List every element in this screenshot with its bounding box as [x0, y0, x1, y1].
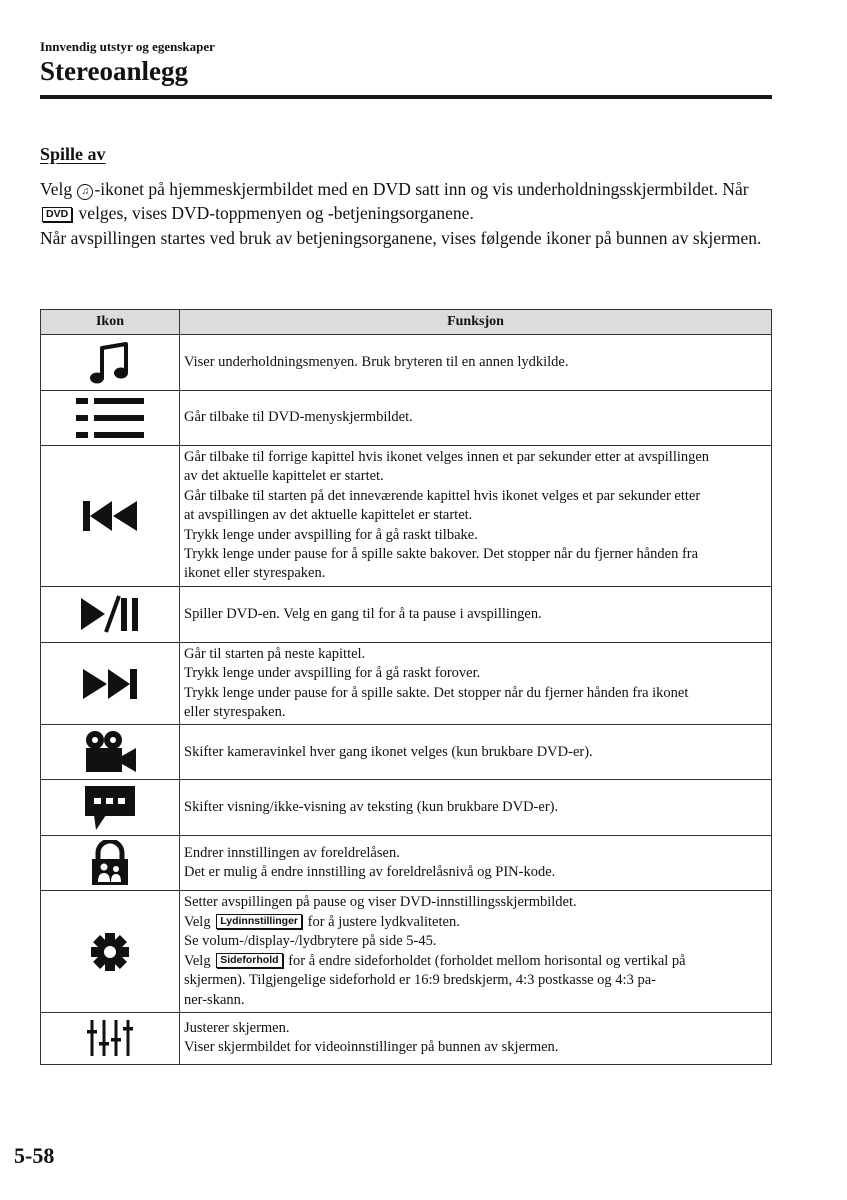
- function-line: at avspillingen av det aktuelle kapittelet er startet.: [184, 507, 473, 524]
- equalizer-sliders-icon: [87, 1018, 133, 1058]
- intro-text-part: velges, vises DVD-toppmenyen og -betjeningsorganene.: [74, 203, 474, 224]
- page-number: 5-58: [14, 1143, 55, 1168]
- function-text: [180, 642, 772, 725]
- table-header-row: [41, 310, 772, 335]
- intro-paragraph-1: [40, 177, 780, 226]
- function-line: Se volum-/display-/lydbrytere på side 5-45.: [184, 933, 437, 950]
- table-row: [41, 891, 772, 1012]
- settings-gear-icon: [90, 932, 130, 972]
- table-row: [41, 586, 772, 642]
- icon-cell: [41, 725, 180, 780]
- skip-back-icon: [82, 500, 138, 532]
- function-line: eller styrespaken.: [184, 704, 286, 721]
- play-pause-icon: [79, 594, 141, 634]
- text-part: for å justere lydkvaliteten.: [304, 913, 460, 930]
- function-text: [180, 780, 772, 836]
- function-line: [184, 952, 767, 971]
- icon-cell: [41, 891, 180, 1012]
- function-line: Trykk lenge under pause for å spille sakte bakover. Det stopper når du fjerner hånden fra: [184, 546, 699, 563]
- function-line: Skifter kameravinkel hver gang ikonet velges (kun brukbare DVD-er).: [184, 743, 593, 760]
- column-header-icon: Ikon: [41, 310, 180, 335]
- function-text: [180, 1012, 772, 1064]
- skip-forward-icon: [82, 668, 138, 700]
- function-line: ner-skann.: [184, 991, 245, 1008]
- function-line: skjermen). Tilgjengelige sideforhold er 16:9 bredskjerm, 4:3 postkasse og 4:3 pa-: [184, 972, 656, 989]
- intro-text-part: Velg: [40, 179, 77, 199]
- function-line: Det er mulig å endre innstilling av foreldrelåsnivå og PIN-kode.: [184, 864, 556, 881]
- table-row: [41, 836, 772, 891]
- section-heading: Spille av: [40, 144, 106, 164]
- intro-text: [40, 177, 780, 250]
- function-line: Går til starten på neste kapittel.: [184, 645, 366, 662]
- function-text: [180, 891, 772, 1012]
- aspect-ratio-button-label: Sideforhold: [216, 953, 282, 968]
- function-line: Setter avspillingen på pause og viser DVD-innstillingsskjermbildet.: [184, 894, 577, 911]
- music-note-icon: [88, 340, 132, 386]
- dvd-button-label: DVD: [42, 207, 72, 222]
- function-text: [180, 446, 772, 587]
- function-line: Trykk lenge under avspilling for å gå raskt forover.: [184, 665, 481, 682]
- function-text: [180, 836, 772, 891]
- function-line: Spiller DVD-en. Velg en gang til for å ta pause i avspillingen.: [184, 605, 542, 622]
- function-table: [40, 309, 772, 1065]
- function-line: Går tilbake til starten på det inneværende kapittel hvis ikonet velges et par sekunder etter: [184, 487, 701, 504]
- function-line: Går tilbake til DVD-menyskjermbildet.: [184, 409, 413, 426]
- table-row: [41, 446, 772, 587]
- function-text: [180, 725, 772, 780]
- column-header-function: Funksjon: [180, 310, 772, 335]
- function-line: Viser underholdningsmenyen. Bruk bryteren til en annen lydkilde.: [184, 353, 569, 370]
- icon-cell: [41, 836, 180, 891]
- table-row: [41, 642, 772, 725]
- function-text: [180, 391, 772, 446]
- breadcrumb: Innvendig utstyr og egenskaper: [40, 39, 215, 54]
- icon-cell: [41, 1012, 180, 1064]
- camera-angle-icon: [83, 730, 137, 774]
- intro-paragraph-2: Når avspillingen startes ved bruk av betjeningsorganene, vises følgende ikoner på bunnen av skjermen.: [40, 227, 762, 248]
- subtitle-icon: [84, 785, 136, 831]
- table-row: [41, 725, 772, 780]
- text-part: Velg: [184, 952, 215, 969]
- function-line: Trykk lenge under pause for å spille sakte. Det stopper når du fjerner hånden fra ikonet: [184, 684, 689, 701]
- text-part: Velg: [184, 913, 215, 930]
- page-title: Stereoanlegg: [40, 56, 188, 86]
- title-divider: [40, 95, 772, 99]
- table-row: [41, 1012, 772, 1064]
- function-line: Viser skjermbildet for videoinnstillinger på bunnen av skjermen.: [184, 1039, 559, 1056]
- icon-cell: [41, 780, 180, 836]
- sound-settings-button-label: Lydinnstillinger: [216, 914, 302, 929]
- function-line: av det aktuelle kapittelet er startet.: [184, 468, 384, 485]
- icon-cell: [41, 391, 180, 446]
- function-line: Skifter visning/ikke-visning av teksting (kun brukbare DVD-er).: [184, 799, 559, 816]
- icon-cell: [41, 335, 180, 391]
- entertainment-disc-icon: ♫: [77, 184, 93, 200]
- parental-lock-icon: [90, 840, 130, 886]
- function-line: Går tilbake til forrige kapittel hvis ikonet velges innen et par sekunder etter at avspillingen: [184, 449, 710, 465]
- function-line: Endrer innstillingen av foreldrelåsen.: [184, 845, 400, 862]
- table-row: [41, 780, 772, 836]
- function-text: [180, 586, 772, 642]
- icon-cell: [41, 586, 180, 642]
- list-menu-icon: [74, 396, 146, 440]
- text-part: for å endre sideforholdet (forholdet mellom horisontal og vertikal på: [284, 952, 686, 969]
- icon-cell: [41, 446, 180, 587]
- function-line: ikonet eller styrespaken.: [184, 565, 326, 582]
- function-line: Trykk lenge under avspilling for å gå raskt tilbake.: [184, 526, 478, 543]
- intro-text-part: -ikonet på hjemmeskjermbildet med en DVD satt inn og vis underholdningsskjermbildet. Når: [94, 179, 749, 199]
- table-row: [41, 391, 772, 446]
- table-row: [41, 335, 772, 391]
- function-line: Justerer skjermen.: [184, 1020, 290, 1036]
- function-text: [180, 335, 772, 391]
- icon-cell: [41, 642, 180, 725]
- function-line: [184, 913, 767, 932]
